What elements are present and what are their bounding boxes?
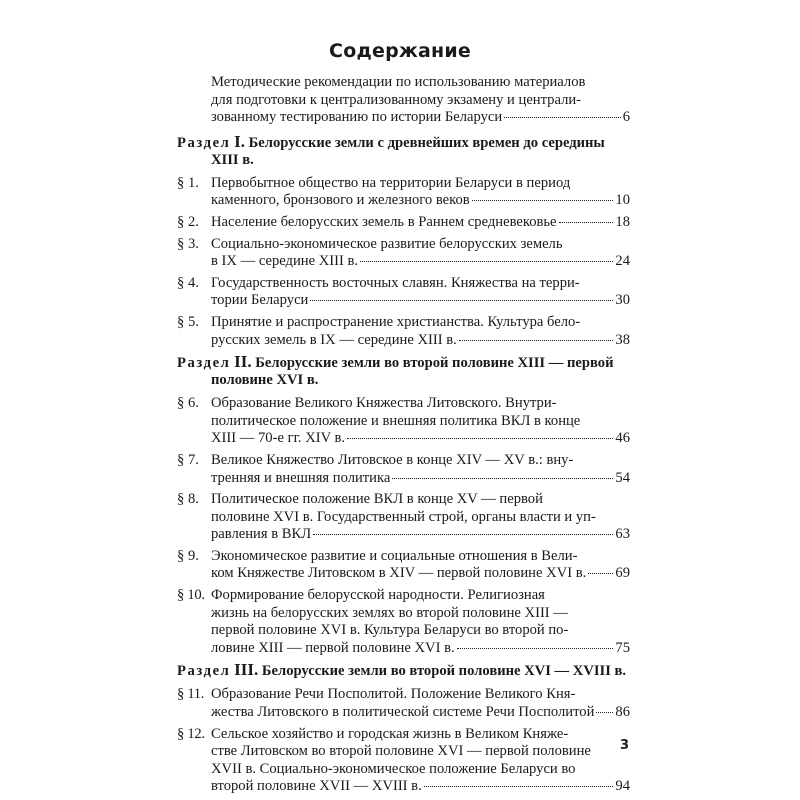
table-of-contents	[177, 74, 630, 800]
section-heading-line-2: половине XVI в.	[211, 372, 319, 389]
page-number: 94	[615, 778, 630, 795]
entry-last-line	[211, 526, 630, 544]
entry-line: Первобытное общество на территории Беларуси в период	[211, 174, 571, 191]
entry-last-text: тренняя и внешняя политика	[211, 469, 391, 486]
toc-entry[interactable]	[177, 491, 630, 544]
entry-last-line	[211, 192, 630, 210]
page-number: 69	[615, 565, 630, 582]
dot-leader	[559, 222, 614, 223]
toc-entry[interactable]	[177, 587, 630, 657]
section-heading[interactable]	[177, 133, 630, 169]
dot-leader	[424, 786, 614, 787]
dot-leader	[588, 573, 613, 574]
intro-line-1: Методические рекомендации по использованию материалов	[211, 74, 586, 90]
entry-last-line	[211, 292, 630, 310]
dot-leader	[457, 648, 614, 649]
toc-entry[interactable]	[177, 314, 630, 349]
section-heading-line-1	[177, 352, 614, 372]
page-number: 38	[615, 331, 630, 348]
entry-last-line	[211, 430, 630, 448]
paragraph-number: § 3.	[177, 235, 199, 252]
entry-line: Экономическое развитие и социальные отношения в Вели-	[211, 547, 578, 564]
section-heading-line-1	[177, 660, 627, 680]
page-title: Содержание	[329, 40, 471, 62]
entry-line: первой половине XVI в. Культура Беларуси во второй по-	[211, 622, 569, 639]
paragraph-number: § 10.	[177, 587, 205, 604]
entry-last-text: второй половине XVII — XVIII в.	[211, 778, 422, 795]
entry-line: Великое Княжество Литовское в конце XIV — XV в.: вну-	[211, 451, 574, 468]
entry-last-text: ком Княжестве Литовском в XIV — первой половине XVI в.	[211, 565, 587, 582]
paragraph-number: § 8.	[177, 491, 199, 508]
dot-leader	[310, 300, 613, 301]
entry-last-line	[211, 640, 630, 658]
toc-entry[interactable]	[177, 395, 630, 448]
entry-line: жизнь на белорусских землях во второй половине XIII —	[211, 604, 568, 621]
entry-last-text: XIII — 70-е гг. XIV в.	[211, 430, 346, 447]
page-number: 54	[615, 469, 630, 486]
toc-entry[interactable]	[177, 236, 630, 271]
page-number: 46	[615, 430, 630, 447]
intro-last-line	[211, 109, 630, 127]
paragraph-number: § 11.	[177, 686, 205, 703]
page-number: 6	[622, 109, 630, 126]
page-number: 63	[615, 526, 630, 543]
entry-last-text: ловине XIII — первой половине XVI в.	[211, 639, 455, 656]
dot-leader	[596, 712, 613, 713]
entry-line: Формирование белорусской народности. Религиозная	[211, 587, 545, 604]
dot-leader	[472, 200, 614, 201]
dot-leader	[459, 340, 614, 341]
paragraph-number: § 2.	[177, 213, 199, 230]
section-keyword: Раздел	[177, 663, 231, 680]
entry-last-text: русских земель в IX — середине XIII в.	[211, 331, 457, 348]
toc-entry[interactable]	[177, 726, 630, 796]
section-roman-numeral: III.	[234, 660, 259, 680]
paragraph-number: § 12.	[177, 725, 205, 742]
entry-line: Сельское хозяйство и городская жизнь в Великом Княже-	[211, 725, 569, 742]
entry-last-text: в IX — середине XIII в.	[211, 253, 359, 270]
entry-line: Государственность восточных славян. Княжества на терри-	[211, 274, 580, 291]
section-heading-line-2: XIII в.	[211, 151, 254, 168]
page-number: 10	[615, 192, 630, 209]
toc-entry[interactable]	[177, 548, 630, 583]
entry-last-text: тории Беларуси	[211, 292, 309, 309]
intro-last-text: зованному тестированию по истории Беларуси	[211, 109, 503, 126]
page-number: 24	[615, 253, 630, 270]
entry-line: Образование Великого Княжества Литовского. Внутри-	[211, 395, 557, 412]
page-number: 86	[615, 704, 630, 721]
section-heading[interactable]	[177, 353, 630, 389]
section-roman-numeral: II.	[234, 352, 252, 372]
entry-line: Принятие и распространение христианства. Культура бело-	[211, 313, 581, 330]
entry-last-line	[211, 253, 630, 271]
dot-leader	[360, 261, 613, 262]
entry-line: XVII в. Социально-экономическое положение Беларуси во	[211, 760, 576, 777]
toc-entry[interactable]	[177, 214, 630, 232]
sections-list	[177, 133, 630, 796]
page-number: 75	[615, 639, 630, 656]
section-keyword: Раздел	[177, 355, 231, 372]
section-title-text: Белорусские земли во второй половине XVI — XVIII в.	[261, 663, 627, 680]
entry-last-line	[211, 778, 630, 796]
entry-last-line	[211, 704, 630, 722]
entry-last-text: жества Литовского в политической системе Речи Посполитой	[211, 704, 595, 721]
dot-leader	[347, 438, 613, 439]
paragraph-number: § 4.	[177, 274, 199, 291]
dot-leader	[392, 478, 613, 479]
section-roman-numeral: I.	[234, 131, 245, 151]
entry-last-line	[211, 332, 630, 350]
entry-line: стве Литовском во второй половине XVI — первой половине	[211, 743, 591, 760]
folio-page-number: 3	[620, 738, 630, 753]
paragraph-number: § 9.	[177, 547, 199, 564]
entry-last-line	[211, 470, 630, 488]
entry-line: Социально-экономическое развитие белорусских земель	[211, 235, 563, 252]
paragraph-number: § 7.	[177, 451, 199, 468]
toc-entry[interactable]	[177, 175, 630, 210]
entry-line: Политическое положение ВКЛ в конце XV — первой	[211, 491, 543, 508]
section-title-text: Белорусские земли во второй половине XIII — первой	[255, 355, 614, 372]
section-title-text: Белорусские земли с древнейших времен до середины	[248, 134, 605, 151]
toc-entry-intro[interactable]	[177, 74, 630, 127]
entry-line: политическое положение и внешняя политика ВКЛ в конце	[211, 412, 581, 429]
entry-last-text: каменного, бронзового и железного веков	[211, 192, 470, 209]
paragraph-number: § 6.	[177, 395, 199, 412]
page-number: 30	[615, 292, 630, 309]
toc-entry[interactable]	[177, 275, 630, 310]
toc-entry[interactable]	[177, 452, 630, 487]
entry-last-text: Население белорусских земель в Раннем средневековье	[211, 213, 557, 230]
dot-leader	[313, 534, 613, 535]
section-keyword: Раздел	[177, 134, 231, 151]
paragraph-number: § 5.	[177, 313, 199, 330]
entry-line: половине XVI в. Государственный строй, органы власти и уп-	[211, 508, 596, 525]
page-number: 18	[615, 213, 630, 230]
dot-leader	[504, 117, 621, 118]
toc-entry[interactable]	[177, 686, 630, 721]
entry-last-line	[211, 214, 630, 232]
entry-last-line	[211, 565, 630, 583]
section-heading-line-1	[177, 131, 605, 151]
entry-last-text: равления в ВКЛ	[211, 526, 312, 543]
entry-line: Образование Речи Посполитой. Положение Великого Кня-	[211, 686, 576, 703]
paragraph-number: § 1.	[177, 174, 199, 191]
section-heading[interactable]	[177, 661, 630, 680]
intro-line-2: для подготовки к централизованному экзамену и централи-	[211, 91, 582, 108]
